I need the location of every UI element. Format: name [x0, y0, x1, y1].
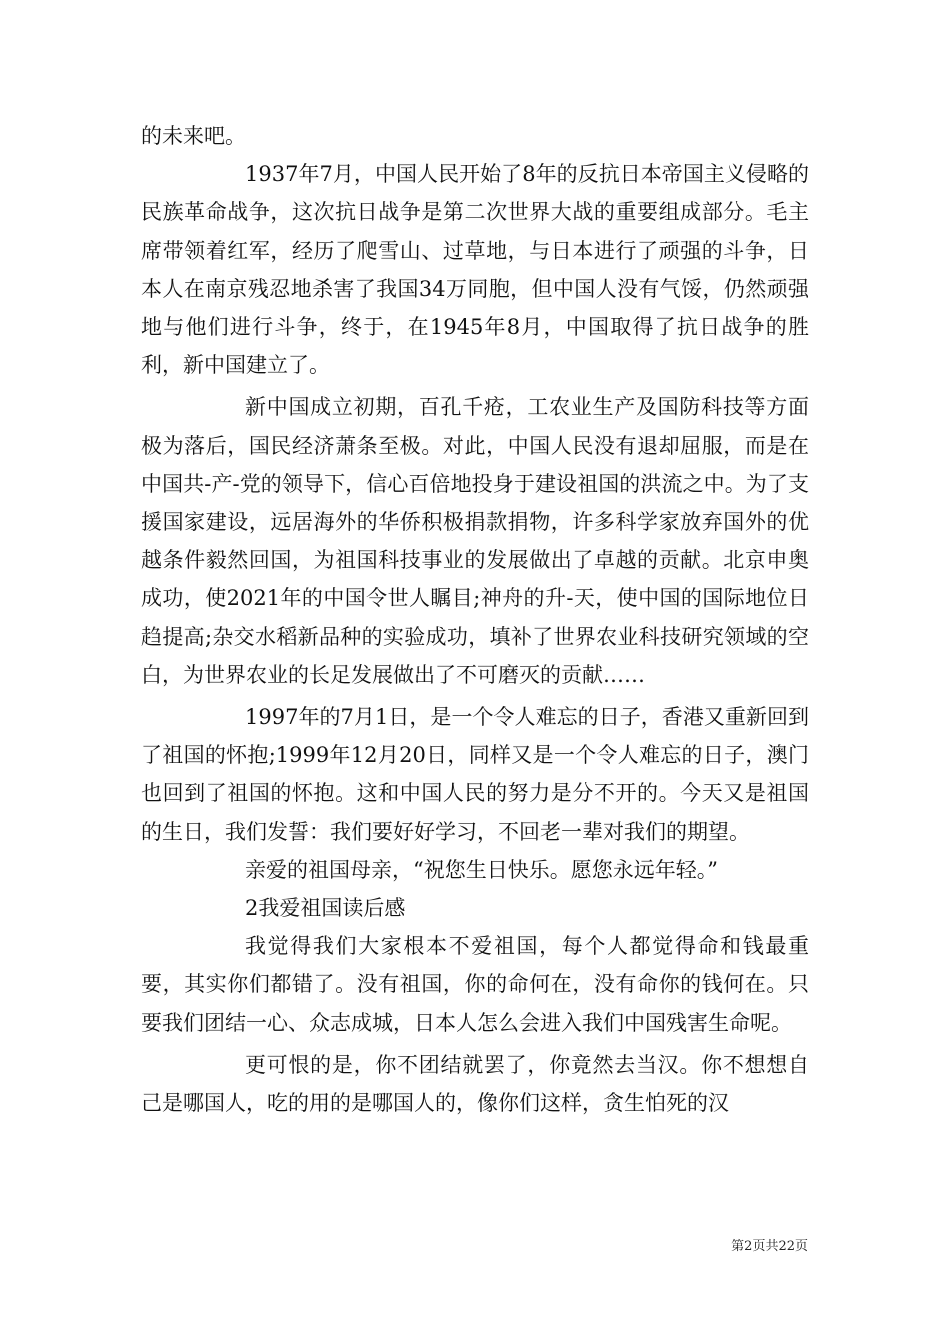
paragraph-1997: 1997年的7月1日，是一个令人难忘的日子，香港又重新回到了祖国的怀抱;1999年12月20日，同样又是一个令人难忘的日子，澳门也回到了祖国的怀抱。这和中国人民的努力是分不开的。今天又是祖国的生日，我们发誓：我们要好好学习，不回老一辈对我们的期望。 — [141, 705, 809, 844]
paragraph-hateful: 更可恨的是，你不团结就罢了，你竟然去当汉。你不想想自己是哪国人，吃的用的是哪国人的，像你们这样，贪生怕死的汉 — [141, 1052, 809, 1116]
document-body — [141, 117, 809, 1122]
section-heading: 2我爱祖国读后感 — [245, 896, 406, 921]
paragraph-wishes: 亲爱的祖国母亲，“祝您生日快乐。愿您永远年轻。” — [245, 857, 718, 882]
paragraph-continuation: 的未来吧。 — [141, 124, 246, 148]
paragraph-1937: 1937年7月，中国人民开始了8年的反抗日本帝国主义侵略的民族革命战争，这次抗日战争是第二次世界大战的重要组成部分。毛主席带领着红军，经历了爬雪山、过草地，与日本进行了顽强的斗争，日本人在南京残忍地杀害了我国34万同胞，但中国人没有气馁，仍然顽强地与他们进行斗争，终于，在1945年8月，中国取得了抗日战争的胜利，新中国建立了。 — [141, 162, 809, 378]
paragraph-love-country: 我觉得我们大家根本不爱祖国，每个人都觉得命和钱最重要，其实你们都错了。没有祖国，你的命何在，没有命你的钱何在。只要我们团结一心、众志成城，日本人怎么会进入我们中国残害生命呢。 — [141, 934, 809, 1035]
paragraph-new-china: 新中国成立初期，百孔千疮，工农业生产及国防科技等方面极为落后，国民经济萧条至极。对此，中国人民没有退却屈服，而是在中国共-产-党的领导下，信心百倍地投身于建设祖国的洪流之中。为了支援国家建设，远居海外的华侨积极捐款捐物，许多科学家放弃国外的优越条件毅然回国，为祖国科技事业的发展做出了卓越的贡献。北京申奥成功，使2021年的中国令世人瞩目;神舟的升-天，使中国的国际地位日趋提高;杂交水稻新品种的实验成功，填补了世界农业科技研究领域的空白，为世界农业的长足发展做出了不可磨灭的贡献…… — [141, 395, 809, 687]
page-number: 第2页共22页 — [731, 1239, 808, 1254]
